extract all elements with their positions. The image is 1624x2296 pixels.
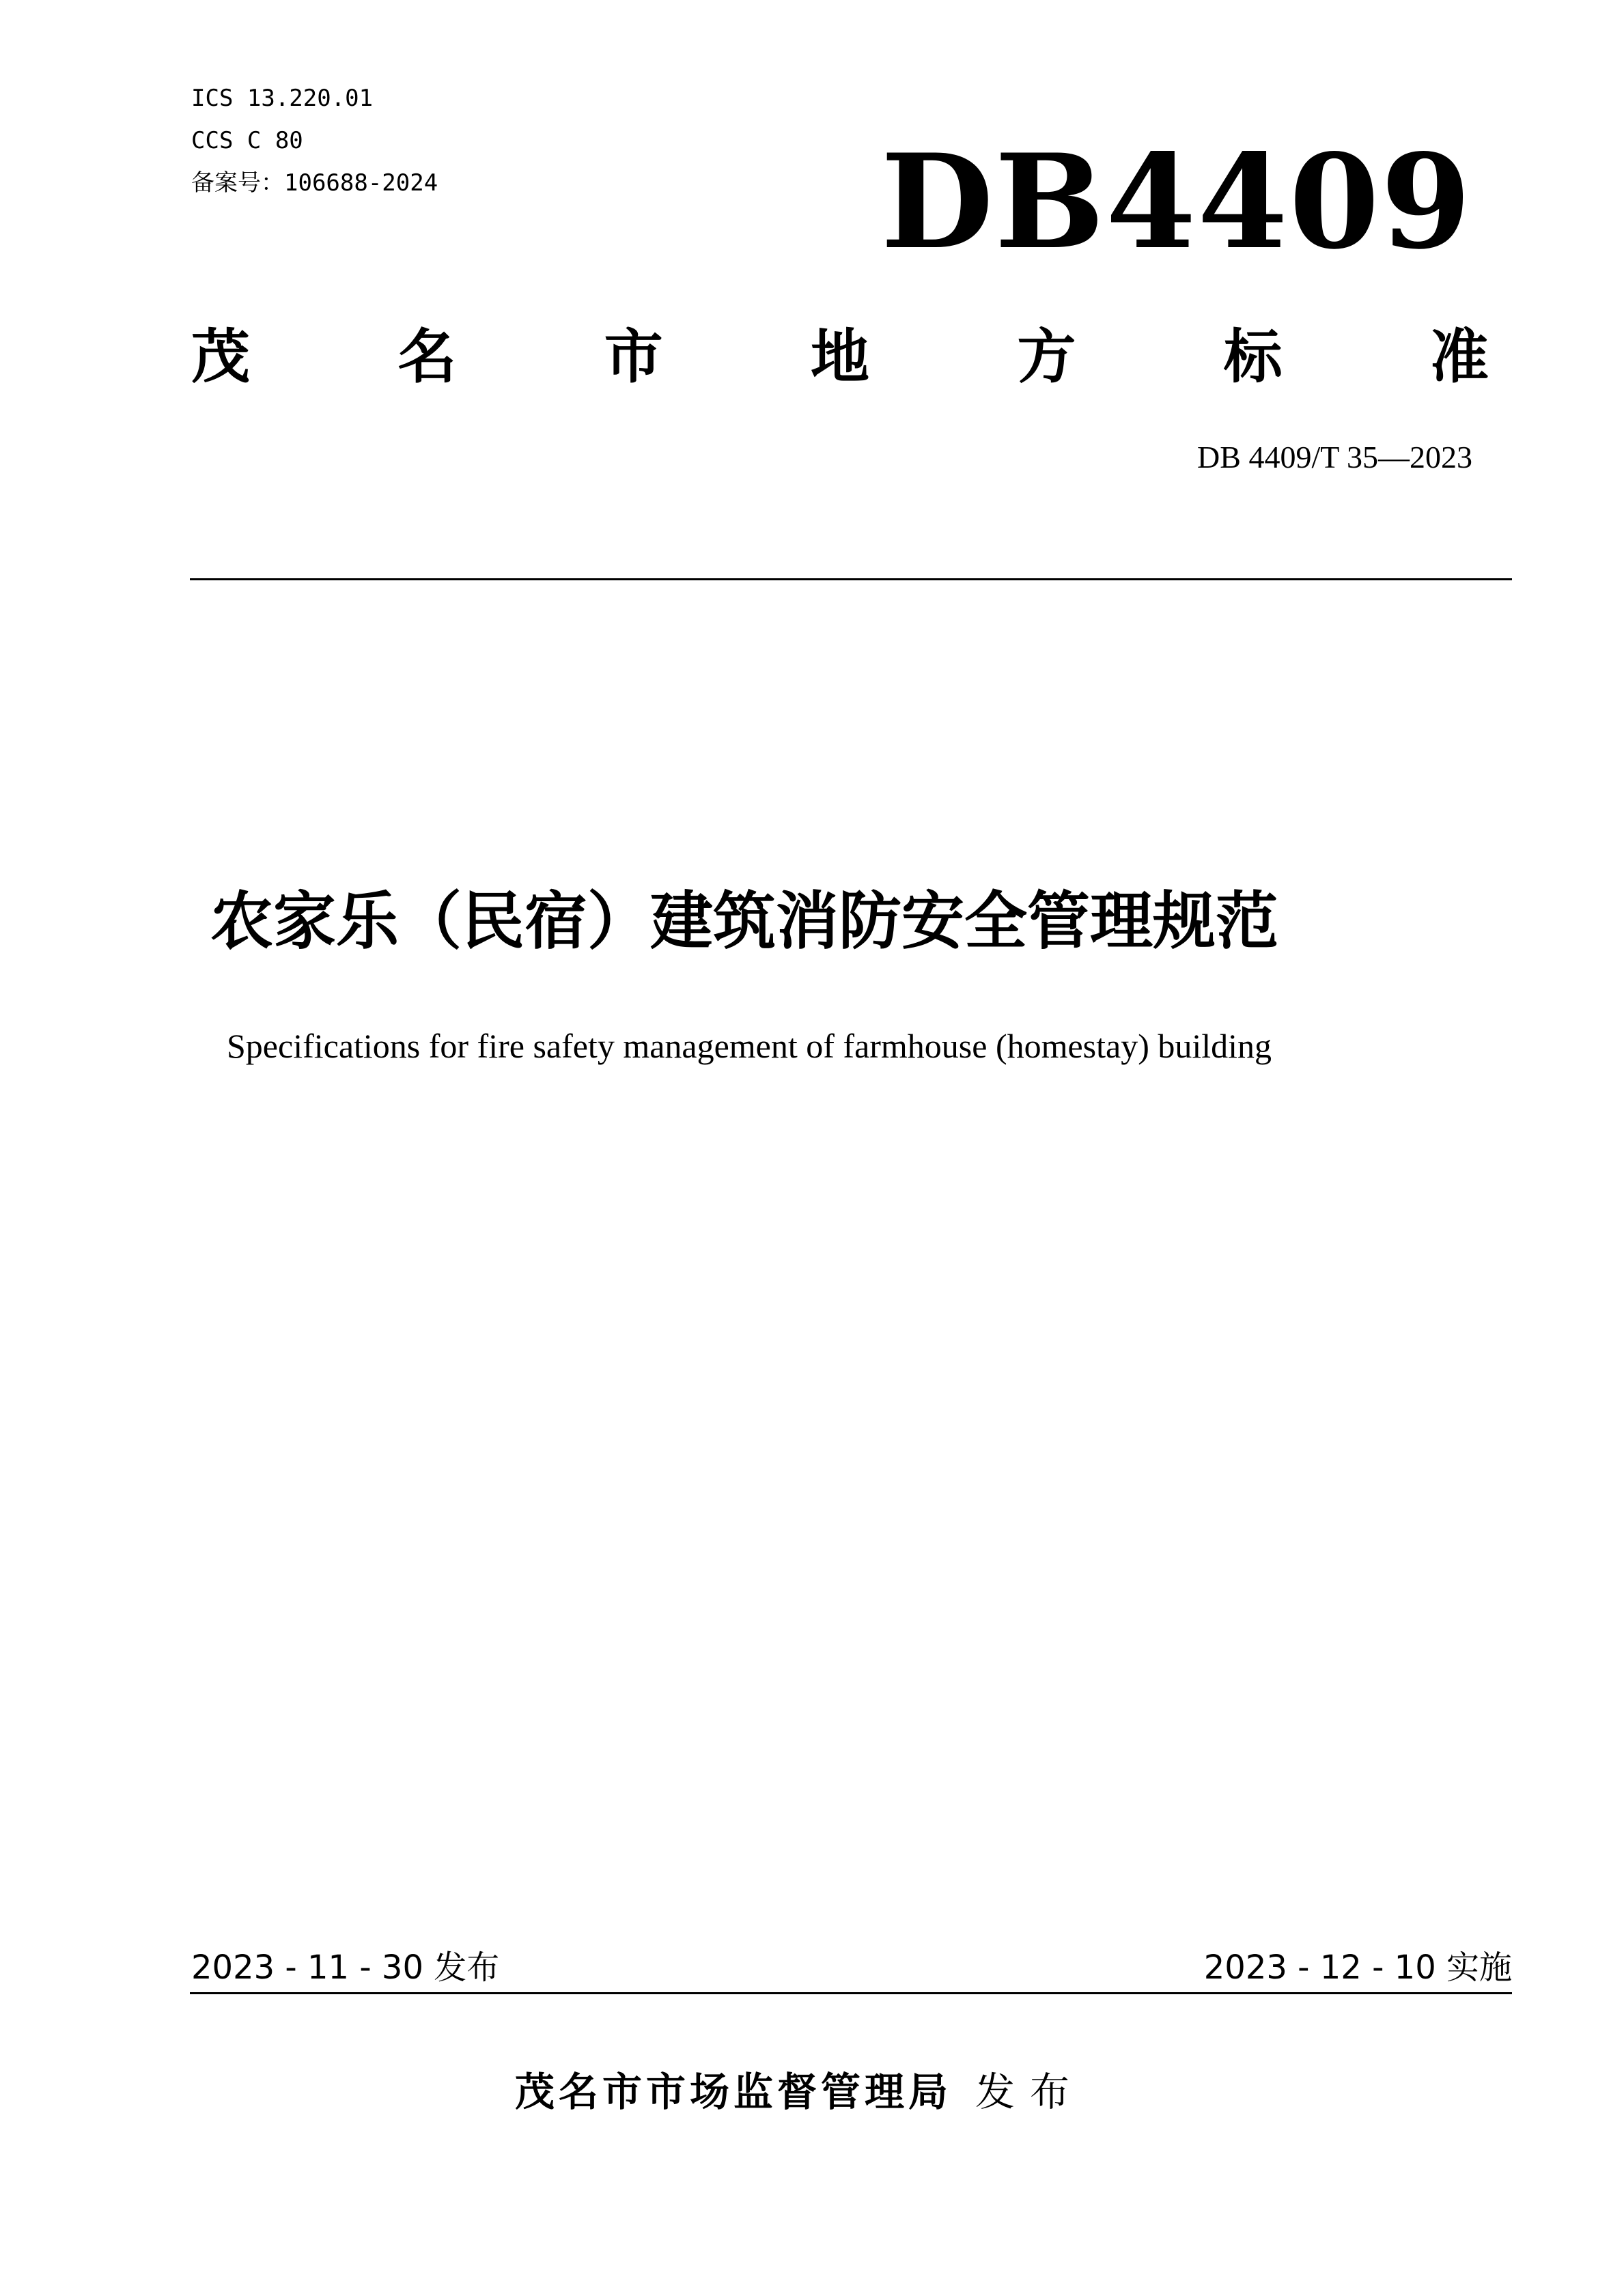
document-title-cn: 农家乐（民宿）建筑消防安全管理规范 — [210, 885, 1279, 958]
standard-type-heading — [191, 320, 1489, 395]
db-code-heading: DB4409 — [880, 126, 1472, 278]
top-divider — [190, 578, 1512, 580]
publisher-suffix: 发布 — [975, 2069, 1085, 2115]
standard-type-char: 市 — [604, 323, 663, 391]
publisher-name: 茂名市市场监督管理局 — [515, 2069, 953, 2115]
standard-type-char: 名 — [397, 323, 457, 391]
standard-type-char: 标 — [1223, 323, 1283, 391]
bottom-divider — [190, 1992, 1512, 1994]
ics-code: ICS 13.220.01 — [191, 85, 374, 112]
standard-type-char: 方 — [1017, 323, 1076, 391]
implement-date: 2023 - 12 - 10 实施 — [1203, 1948, 1512, 1987]
record-number: 备案号：106688-2024 — [191, 169, 438, 197]
standard-type-char: 地 — [810, 323, 869, 391]
standard-number: DB 4409/T 35—2023 — [1197, 440, 1472, 474]
publisher-line — [515, 2065, 1084, 2119]
ccs-code: CCS C 80 — [191, 127, 303, 154]
publish-date: 2023 - 11 - 30 发布 — [191, 1948, 500, 1987]
standard-type-char: 茂 — [191, 323, 250, 391]
document-title-en: Specifications for fire safety management of farmhouse (homestay) building — [227, 1027, 1272, 1065]
standard-type-char: 准 — [1429, 323, 1489, 391]
